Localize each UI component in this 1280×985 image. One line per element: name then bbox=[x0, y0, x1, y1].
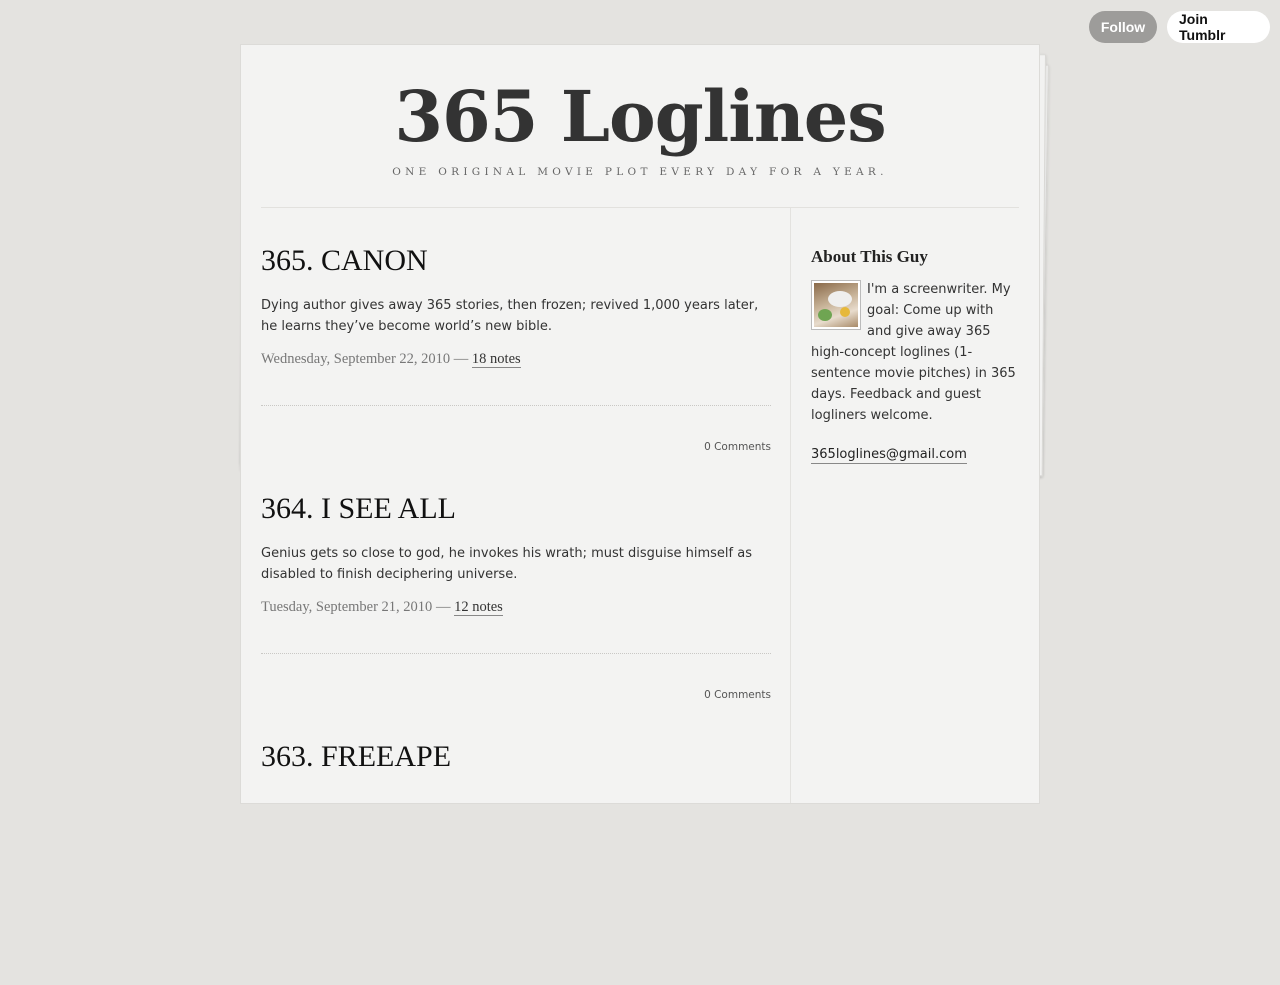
follow-button[interactable]: Follow bbox=[1089, 11, 1157, 43]
join-tumblr-button[interactable]: Join Tumblr bbox=[1167, 11, 1270, 43]
notes-link[interactable]: 18 notes bbox=[471, 351, 521, 367]
post-body: Dying author gives away 365 stories, then frozen; revived 1,000 years later, he learns they’ve become world’s new bible. bbox=[261, 298, 759, 334]
post bbox=[261, 241, 771, 489]
email-link[interactable]: 365loglines@gmail.com bbox=[811, 447, 967, 462]
post-title[interactable]: 364. I SEE ALL bbox=[261, 492, 456, 525]
header-divider bbox=[261, 207, 1019, 208]
post-meta bbox=[261, 599, 771, 616]
page bbox=[240, 44, 1040, 804]
posts-column bbox=[261, 241, 771, 985]
about-section bbox=[811, 279, 1021, 426]
blog-title[interactable]: 365 Loglines bbox=[394, 75, 886, 158]
post-divider bbox=[261, 405, 771, 406]
avatar bbox=[811, 280, 861, 330]
post-title[interactable]: 365. CANON bbox=[261, 244, 428, 277]
tumblr-controls bbox=[1089, 11, 1270, 43]
post-date: Wednesday, September 22, 2010 bbox=[261, 351, 451, 367]
paper-stack bbox=[240, 44, 1040, 804]
sidebar bbox=[811, 247, 1021, 464]
about-text: I'm a screenwriter. My goal: Come up with and give away 365 high-concept loglines (1-sentence movie pitches) in 365 days. Feedback and guest logliners welcome. bbox=[811, 282, 1016, 423]
post-divider bbox=[261, 653, 771, 654]
post bbox=[261, 489, 771, 737]
meta-separator: — bbox=[432, 599, 455, 615]
blog-header bbox=[241, 45, 1039, 178]
sidebar-divider bbox=[790, 208, 791, 803]
post-body: Genius gets so close to god, he invokes his wrath; must disguise himself as disabled to finish deciphering universe. bbox=[261, 546, 752, 582]
sidebar-title: About This Guy bbox=[811, 247, 928, 266]
comments-link[interactable]: 0 Comments bbox=[704, 441, 771, 453]
comments-link[interactable]: 0 Comments bbox=[704, 689, 771, 701]
post-date: Tuesday, September 21, 2010 bbox=[261, 599, 433, 615]
post-title[interactable]: 363. FREEAPE bbox=[261, 740, 452, 773]
blog-tagline: ONE ORIGINAL MOVIE PLOT EVERY DAY FOR A YEAR. bbox=[392, 166, 888, 178]
post-meta bbox=[261, 351, 771, 368]
notes-link[interactable]: 12 notes bbox=[454, 599, 503, 615]
post bbox=[261, 737, 771, 985]
hamster-photo-icon bbox=[814, 283, 858, 327]
meta-separator: — bbox=[450, 351, 472, 367]
